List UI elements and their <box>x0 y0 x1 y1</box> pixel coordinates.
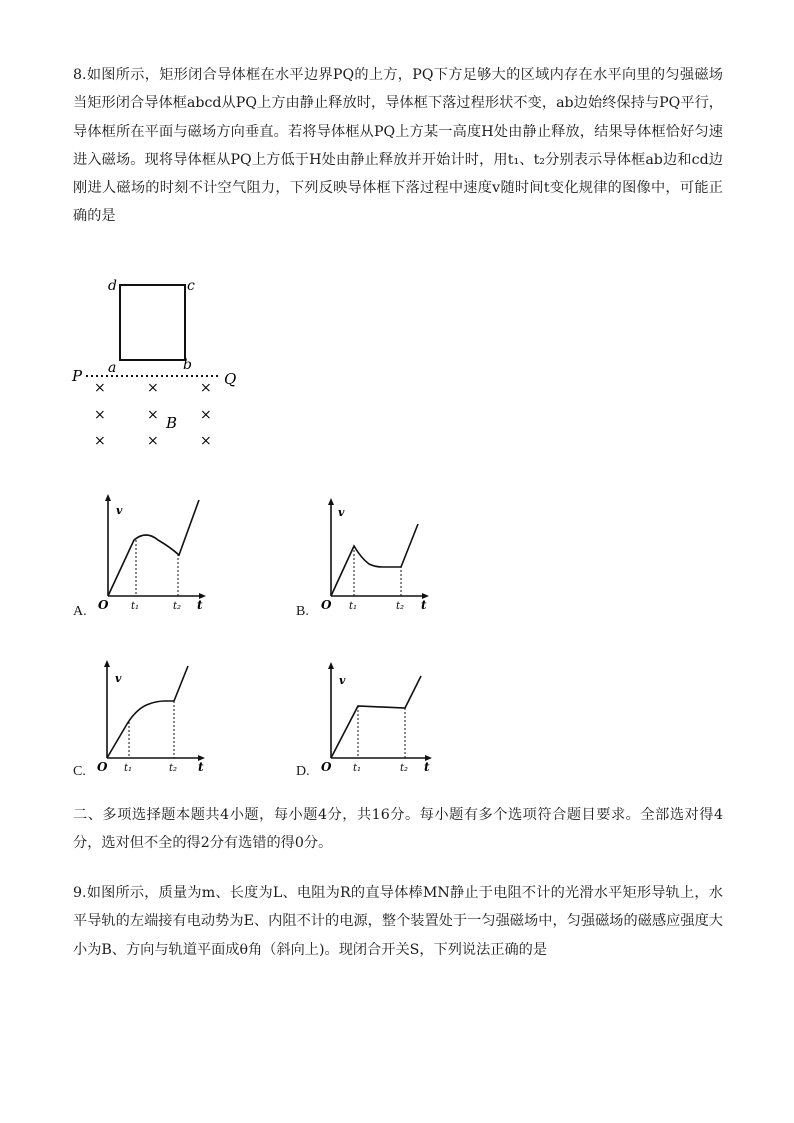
t2-label: t₂ <box>169 763 178 774</box>
field-b-label: B <box>166 414 178 432</box>
field-mark: × <box>94 380 106 396</box>
origin-label: O <box>321 760 332 774</box>
question-8-text: 8.如图所示，矩形闭合导体框在水平边界PQ的上方，PQ下方足够大的区域内存在水平向里的匀强磁场当矩形闭合导体框abcd从PQ上方由静止释放时，导体框下落过程形状不变，ab边始终保持与PQ平行，导体框所在平面与磁场方向垂直。若将导体框从PQ上方某一高度H处由静止释放，结果导体框恰好匀速进入磁场。现将导体框从PQ上方低于H处由静止释放并开始计时，用t₁、t₂分别表示导体框ab边和cd边刚进人磁场的时刻不计空气阻力，下列反映导体框下落过程中速度v随时间t变化规律的图像中，可能正确的是 <box>73 67 723 225</box>
t1-label: t₁ <box>124 763 133 774</box>
origin-label: O <box>97 760 108 774</box>
section-2-heading-text: 二、多项选择题本题共4小题，每小题4分，共16分。每小题有多个选项符合题目要求。全部选对得4分，选对但不全的得2分有选错的得0分。 <box>73 807 723 852</box>
t1-label: t₁ <box>131 601 140 612</box>
t2-label: t₂ <box>173 601 182 612</box>
corner-d-label: d <box>108 278 117 294</box>
t1-label: t₁ <box>349 601 358 612</box>
corner-c-label: c <box>187 278 195 294</box>
field-mark: × <box>200 380 212 396</box>
field-mark: × <box>94 433 106 449</box>
field-mark: × <box>147 407 159 423</box>
axis-v-label: v <box>115 672 122 685</box>
axis-v-label: v <box>338 506 345 519</box>
option-b-label: B. <box>296 604 309 619</box>
field-mark: × <box>200 433 212 449</box>
y-axis-arrow <box>104 660 110 667</box>
graph-b <box>313 496 443 616</box>
axis-v-label: v <box>116 504 123 517</box>
t1-label: t₁ <box>353 763 362 774</box>
corner-b-label: b <box>183 357 192 373</box>
conductor-frame-rect <box>120 285 185 360</box>
v-t-curve <box>331 676 421 758</box>
axis-t-label: t <box>424 760 430 774</box>
axis-v-label: v <box>339 674 346 687</box>
field-mark: × <box>200 407 212 423</box>
field-mark: × <box>94 407 106 423</box>
option-c-label: C. <box>73 764 86 779</box>
field-mark: × <box>147 380 159 396</box>
graph-c <box>89 654 219 779</box>
axis-t-label: t <box>198 760 204 774</box>
y-axis-arrow <box>328 498 334 505</box>
boundary-p-label: P <box>72 367 83 385</box>
axis-t-label: t <box>197 598 203 612</box>
conductor-frame-figure <box>66 268 266 458</box>
question-9-text: 9.如图所示，质量为m、长度为L、电阻为R的直导体棒MN静止于电阻不计的光滑水平矩形导轨上，水平导轨的左端接有电动势为E、内阻不计的电源，整个装置处于一匀强磁场中，匀强磁场的磁感应强度大小为B、方向与轨道平面成θ角（斜向上)。现闭合开关S，下列说法正确的是 <box>73 885 723 958</box>
option-d-label: D. <box>296 764 310 779</box>
boundary-q-label: Q <box>224 370 237 388</box>
y-axis-arrow <box>328 662 334 669</box>
t2-label: t₂ <box>396 601 405 612</box>
origin-label: O <box>98 598 109 612</box>
axis-t-label: t <box>421 598 427 612</box>
field-mark: × <box>147 433 159 449</box>
graph-a <box>90 492 220 617</box>
v-t-curve <box>331 524 418 596</box>
t2-label: t₂ <box>400 763 409 774</box>
corner-a-label: a <box>108 360 117 376</box>
y-axis-arrow <box>105 494 111 501</box>
option-a-label: A. <box>73 604 87 619</box>
graph-d <box>313 654 443 779</box>
origin-label: O <box>321 598 332 612</box>
